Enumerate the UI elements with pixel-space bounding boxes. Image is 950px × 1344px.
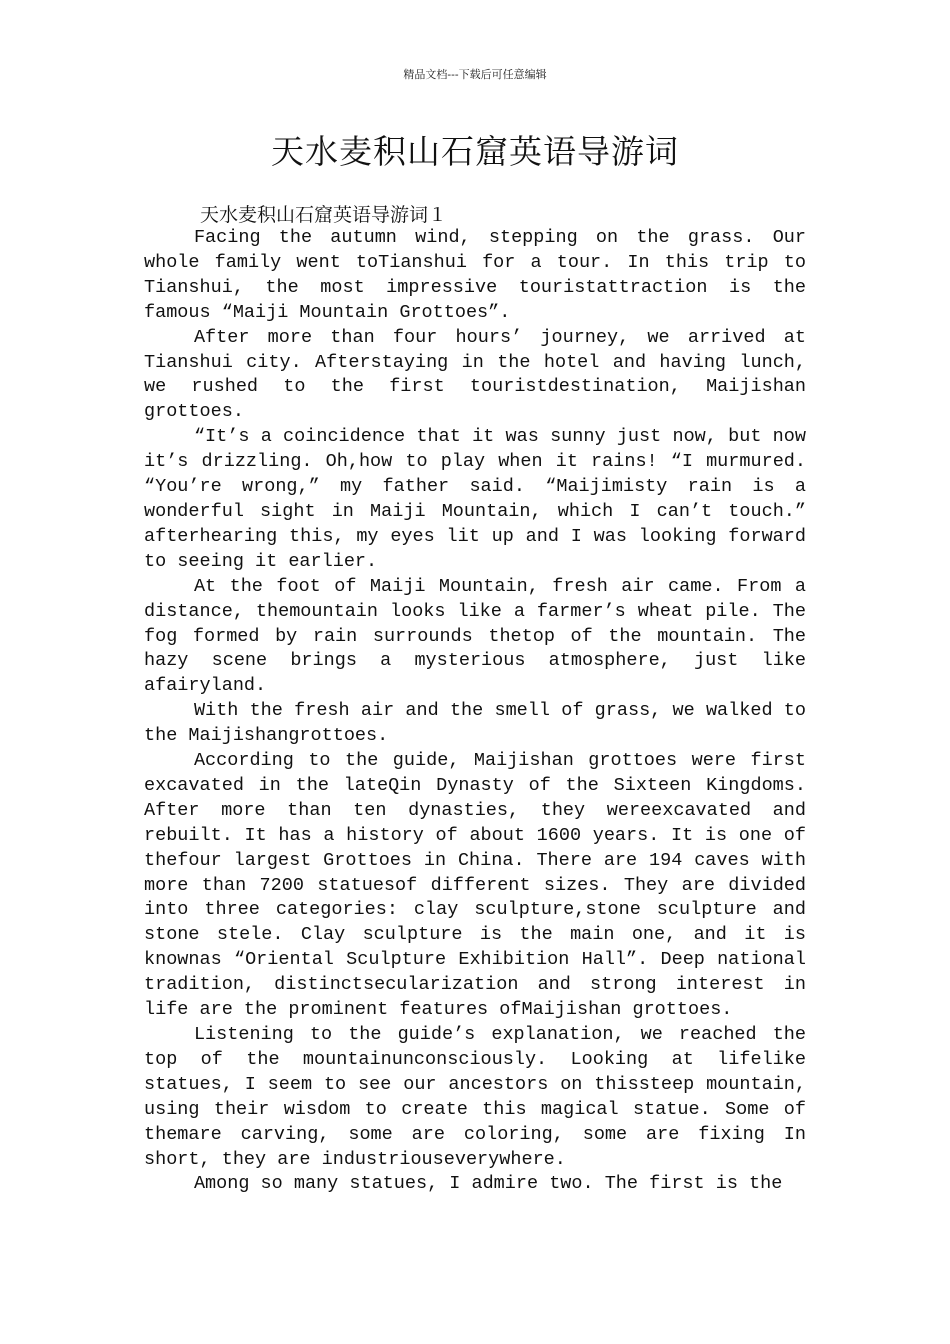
paragraph: “It’s a coincidence that it was sunny just now, but now it’s drizzling. Oh,how to play when it rains! “I murmured. “You’re wrong,” my father said. “Maijimisty rain is a wonderful sight in Maiji Mountain, which I can’t touch.” afterhearing this, my eyes lit up and I was looking forward to seeing it earlier. — [144, 426, 806, 572]
paragraph: Facing the autumn wind, stepping on the grass. Our whole family went toTianshui for a tour. In this trip to Tianshui, the most impressive touristattraction is the famous “Maiji Mountain Grottoes”. — [144, 227, 806, 323]
paragraph: After more than four hours’ journey, we arrived at Tianshui city. Afterstaying in the hotel and having lunch, we rushed to the first touristdestination, Maijishan grottoes. — [144, 326, 806, 423]
document-title: 天水麦积山石窟英语导游词 — [271, 132, 679, 171]
document-body — [144, 226, 806, 1197]
document-subtitle: 天水麦积山石窟英语导游词１ — [200, 204, 448, 226]
paragraph: Among so many statues, I admire two. The first is the — [193, 1173, 783, 1195]
paragraph: Listening to the guide’s explanation, we reached the top of the mountainunconsciously. Looking at lifelike statues, I seem to see our ancestors on thissteep mountain, using their wisdom to create this magical statue. Some of themare carving, some are coloring, some are fixing In short, they are industriouseverywhere. — [144, 1024, 806, 1170]
page-header: 精品文档---下载后可任意编辑 — [403, 68, 547, 81]
paragraph: At the foot of Maiji Mountain, fresh air came. From a distance, themountain looks like a farmer’s wheat pile. The fog formed by rain surrounds thetop of the mountain. The hazy scene brings a mysterious atmosphere, just like afairyland. — [144, 575, 806, 697]
paragraph: With the fresh air and the smell of grass, we walked to the Maijishangrottoes. — [144, 700, 806, 747]
paragraph: According to the guide, Maijishan grottoes were first excavated in the lateQin Dynasty of the Sixteen Kingdoms. After more than ten dynasties, they wereexcavated and rebuilt. It has a history of about 1600 years. It is one of thefour largest Grottoes in China. There are 194 caves with more than 7200 statuesof different sizes. They are divided into three categories: clay sculpture,stone sculpture and stone stele. Clay sculpture is the main one, and it is knownas “Oriental Sculpture Exhibition Hall”. Deep national tradition, distinctsecularization and strong interest in life are the prominent features ofMaijishan grottoes. — [144, 750, 806, 1021]
